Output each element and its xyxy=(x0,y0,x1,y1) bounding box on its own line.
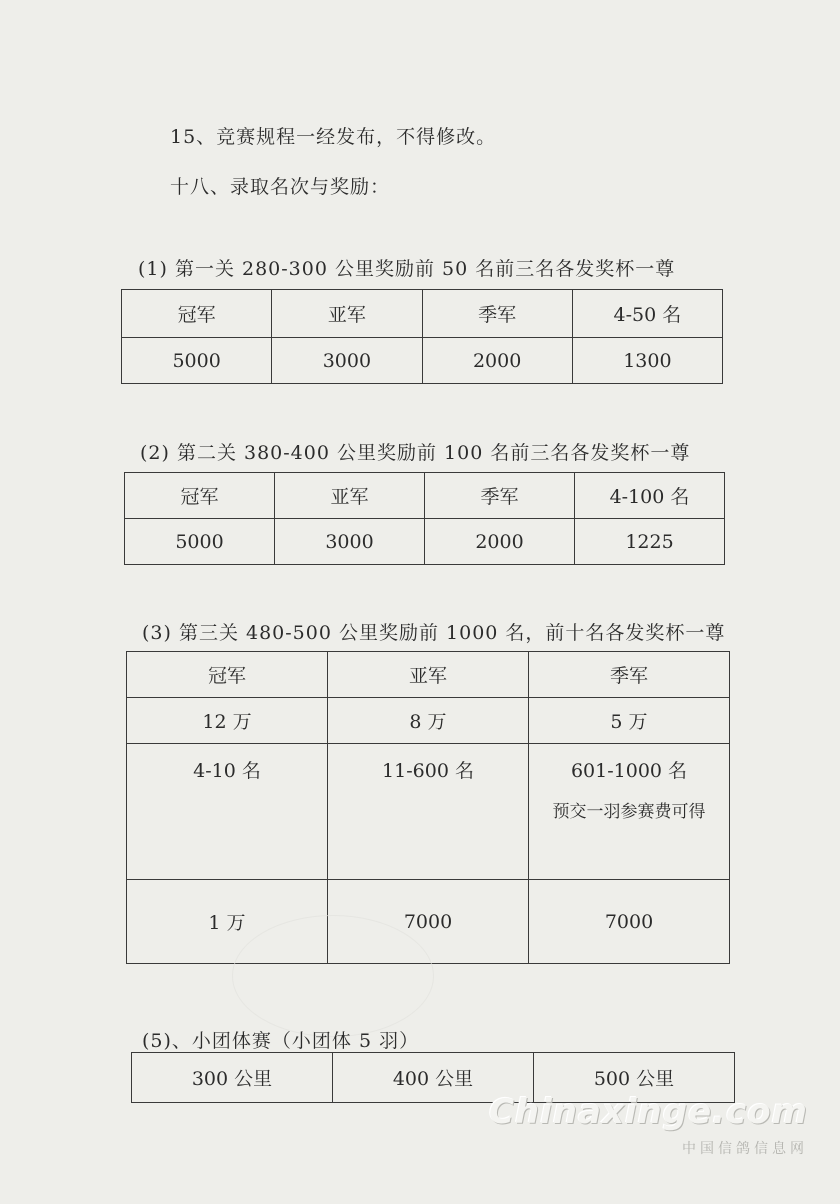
table-cell: 亚军 xyxy=(275,473,425,519)
table-cell: 1225 xyxy=(575,519,725,565)
watermark-subtitle: 中国信鸽信息网 xyxy=(682,1141,808,1157)
stage1-table xyxy=(121,289,723,384)
stage1-heading: (1) 第一关 280-300 公里奖励前 50 名前三名各发奖杯一尊 xyxy=(138,258,676,280)
table-row xyxy=(127,698,730,744)
rank-range-label: 601-1000 名 xyxy=(570,760,688,782)
table-cell-rank-601-1000 xyxy=(529,744,730,880)
table-cell: 季军 xyxy=(425,473,575,519)
table-cell: 2000 xyxy=(422,338,572,384)
table-cell: 12 万 xyxy=(127,698,328,744)
stage3-heading: (3) 第三关 480-500 公里奖励前 1000 名，前十名各发奖杯一尊 xyxy=(142,622,726,644)
table-row xyxy=(127,652,730,698)
table-cell: 3000 xyxy=(275,519,425,565)
table-cell: 2000 xyxy=(425,519,575,565)
table-cell: 500 公里 xyxy=(534,1053,735,1103)
table-cell: 5000 xyxy=(125,519,275,565)
table-cell: 5 万 xyxy=(529,698,730,744)
table-cell: 冠军 xyxy=(122,290,272,338)
table-cell: 7000 xyxy=(328,880,529,964)
table-cell: 4-100 名 xyxy=(575,473,725,519)
table-cell: 3000 xyxy=(272,338,422,384)
table-cell: 冠军 xyxy=(125,473,275,519)
table-row xyxy=(122,290,723,338)
table-cell: 11-600 名 xyxy=(328,744,529,880)
table-cell: 8 万 xyxy=(328,698,529,744)
stage2-heading: (2) 第二关 380-400 公里奖励前 100 名前三名各发奖杯一尊 xyxy=(140,442,691,464)
table-row xyxy=(127,880,730,964)
table-cell: 300 公里 xyxy=(132,1053,333,1103)
table-row xyxy=(125,473,725,519)
table-cell: 季军 xyxy=(422,290,572,338)
watermark-brand: Chinaxinge.com xyxy=(488,1092,808,1132)
table-cell: 冠军 xyxy=(127,652,328,698)
site-watermark xyxy=(489,1092,808,1158)
table-row xyxy=(127,744,730,880)
table-row xyxy=(125,519,725,565)
table-cell: 5000 xyxy=(122,338,272,384)
table-cell: 7000 xyxy=(529,880,730,964)
faint-seal-imprint xyxy=(232,915,434,1037)
table-cell: 4-50 名 xyxy=(572,290,722,338)
section-title: 十八、录取名次与奖励： xyxy=(170,176,391,198)
table-cell: 亚军 xyxy=(272,290,422,338)
table-cell: 季军 xyxy=(529,652,730,698)
rule-15: 15、竞赛规程一经发布，不得修改。 xyxy=(170,126,497,148)
stage3-table xyxy=(126,651,730,964)
table-cell: 4-10 名 xyxy=(127,744,328,880)
table-cell: 1300 xyxy=(572,338,722,384)
team-heading: (5)、小团体赛（小团体 5 羽） xyxy=(142,1030,420,1052)
rank-note: 预交一羽参赛费可得 xyxy=(552,802,706,822)
table-cell: 亚军 xyxy=(328,652,529,698)
table-row xyxy=(122,338,723,384)
stage2-table xyxy=(124,472,725,565)
table-cell: 1 万 xyxy=(127,880,328,964)
table-cell: 400 公里 xyxy=(333,1053,534,1103)
